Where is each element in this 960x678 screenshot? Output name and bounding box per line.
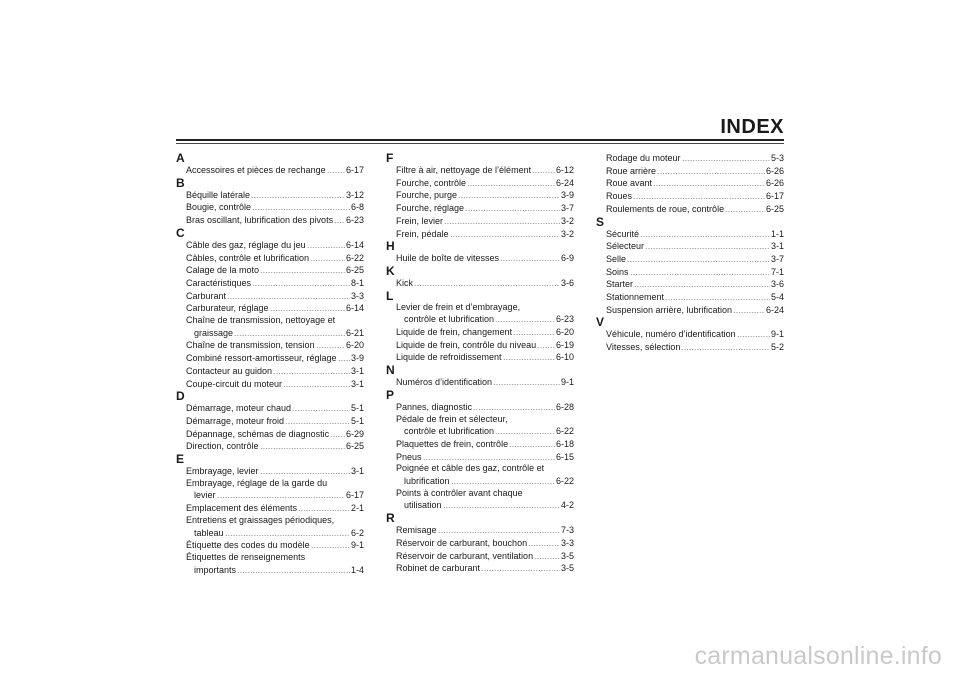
entry-text: Démarrage, moteur froid <box>186 415 285 426</box>
dot-leader <box>330 428 345 437</box>
dot-leader <box>252 201 350 210</box>
index-entry <box>596 291 784 304</box>
index-entry <box>386 438 574 451</box>
dot-leader <box>292 402 350 411</box>
dot-leader <box>534 550 560 559</box>
entry-text: lubrification <box>404 476 450 487</box>
entry-page: 6-24 <box>555 177 574 188</box>
entry-page: 6-17 <box>765 191 784 202</box>
dot-leader <box>645 240 770 249</box>
index-letter-heading: D <box>176 389 185 404</box>
entry-page: 5-3 <box>770 153 784 163</box>
dot-leader <box>451 475 555 484</box>
index-entry <box>386 326 574 339</box>
dot-leader <box>495 313 555 322</box>
dot-leader <box>528 537 560 546</box>
entry-page: 3-6 <box>560 277 574 288</box>
index-entry <box>176 552 364 564</box>
entry-text: Roulements de roue, contrôle <box>606 203 725 214</box>
index-entry <box>176 402 364 415</box>
entry-text: levier <box>194 490 216 501</box>
entry-page: 6-23 <box>555 314 574 325</box>
index-entry <box>176 302 364 315</box>
entry-page: 9-1 <box>350 540 364 551</box>
entry-text: Démarrage, moteur chaud <box>186 403 292 414</box>
entry-text: Réservoir de carburant, ventilation <box>396 550 534 561</box>
entry-page: 6-25 <box>765 203 784 214</box>
index-entry <box>176 515 364 527</box>
index-entry <box>386 252 574 265</box>
dot-leader <box>681 341 770 350</box>
index-entry <box>386 499 574 512</box>
index-entry <box>176 564 364 577</box>
dot-leader <box>450 228 560 237</box>
entry-page: 3-9 <box>350 353 364 364</box>
entry-page: 3-3 <box>350 290 364 301</box>
entry-page: 1-4 <box>350 564 364 575</box>
dot-leader <box>458 189 560 198</box>
dot-leader <box>653 177 765 186</box>
entry-text: Étiquettes de renseignements <box>186 551 306 562</box>
dot-leader <box>334 214 345 223</box>
entry-text: tableau <box>194 527 224 538</box>
entry-text: Liquide de frein, changement <box>396 327 513 338</box>
index-entry <box>176 428 364 441</box>
entry-text: Coupe-circuit du moteur <box>186 378 283 389</box>
index-entry <box>176 365 364 378</box>
entry-page: 5-1 <box>350 415 364 426</box>
dot-leader <box>273 365 350 374</box>
entry-text: Fourche, réglage <box>396 203 465 214</box>
index-entry <box>386 202 574 215</box>
entry-page: 3-3 <box>560 537 574 548</box>
index-entry <box>596 278 784 291</box>
index-entry <box>596 177 784 190</box>
entry-page: 6-17 <box>345 165 364 175</box>
dot-leader <box>634 278 770 287</box>
entry-text: Accessoires et pièces de rechange <box>186 165 326 175</box>
entry-page: 6-10 <box>555 352 574 363</box>
index-entry <box>386 313 574 326</box>
entry-page: 6-25 <box>345 441 364 452</box>
index-letter-heading: L <box>386 288 394 303</box>
dot-leader <box>225 527 350 536</box>
dot-leader <box>665 291 770 300</box>
index-entry <box>176 352 364 365</box>
index-entry <box>176 164 364 177</box>
entry-text: contrôle et lubrification <box>404 314 495 325</box>
entry-page: 6-2 <box>350 527 364 538</box>
index-entry <box>386 475 574 488</box>
index-letter-heading: S <box>596 214 605 229</box>
index-entry <box>176 339 364 352</box>
index-letter-heading: E <box>176 452 185 467</box>
entry-text: Liquide de frein, contrôle du niveau <box>396 339 537 350</box>
entry-text: Chaîne de transmission, tension <box>186 340 315 351</box>
entry-text: Pannes, diagnostic <box>396 401 473 412</box>
dot-leader <box>270 302 345 311</box>
dot-leader <box>495 425 555 434</box>
dot-leader <box>217 489 345 498</box>
dot-leader <box>285 415 350 424</box>
index-entry <box>596 328 784 341</box>
entry-page: 3-5 <box>560 550 574 561</box>
dot-leader <box>737 328 770 337</box>
dot-leader <box>657 165 765 174</box>
entry-page: 6-9 <box>560 253 574 264</box>
entry-text: Vitesses, sélection <box>606 342 681 353</box>
entry-text: Selle <box>606 253 627 264</box>
entry-page: 6-25 <box>345 265 364 276</box>
dot-leader <box>481 562 560 571</box>
entry-page: 3-9 <box>560 190 574 201</box>
dot-leader <box>509 438 555 447</box>
entry-text: Carburateur, réglage <box>186 303 269 314</box>
dot-leader <box>283 378 350 387</box>
entry-page: 9-1 <box>560 377 574 388</box>
entry-page: 6-8 <box>350 202 364 213</box>
index-entry <box>596 240 784 253</box>
index-letter-heading: H <box>386 239 395 254</box>
entry-page: 6-19 <box>555 339 574 350</box>
entry-page: 6-22 <box>555 476 574 487</box>
entry-text: Emplacement des éléments <box>186 503 298 514</box>
entry-page: 8-1 <box>350 277 364 288</box>
entry-text: contrôle et lubrification <box>404 426 495 437</box>
dot-leader <box>467 177 555 186</box>
entry-text: Combiné ressort-amortisseur, réglage <box>186 353 337 364</box>
entry-text: Suspension arrière, lubrification <box>606 304 733 315</box>
entry-text: Starter <box>606 279 634 290</box>
entry-page: 3-5 <box>560 563 574 574</box>
entry-page: 3-1 <box>350 365 364 376</box>
entry-text: Rodage du moteur <box>606 153 681 163</box>
index-letter-heading: F <box>386 151 394 165</box>
index-entry <box>596 190 784 203</box>
index-entry <box>386 401 574 414</box>
dot-leader <box>640 228 770 237</box>
dot-leader <box>423 451 555 460</box>
dot-leader <box>465 202 560 211</box>
index-entry <box>386 537 574 550</box>
index-entry <box>386 277 574 290</box>
entry-page: 6-22 <box>345 252 364 263</box>
index-entry <box>176 539 364 552</box>
entry-text: Contacteur au guidon <box>186 365 273 376</box>
entry-text: Huile de boîte de vitesses <box>396 253 500 264</box>
watermark: carmanualsonline.info <box>694 642 942 670</box>
entry-text: Levier de frein et d’embrayage, <box>396 301 521 312</box>
entry-page: 6-26 <box>765 178 784 189</box>
index-entry <box>386 550 574 563</box>
entry-page: 6-12 <box>555 165 574 175</box>
entry-text: Caractéristiques <box>186 277 252 288</box>
entry-page: 6-20 <box>345 340 364 351</box>
entry-text: Roue avant <box>606 178 653 189</box>
dot-leader <box>414 277 560 286</box>
index-entry <box>386 177 574 190</box>
dot-leader <box>633 190 765 199</box>
dot-leader <box>682 152 770 161</box>
entry-text: Kick <box>396 277 414 288</box>
index-entry <box>386 164 574 177</box>
index-entry <box>386 524 574 537</box>
index-letter-heading: A <box>176 151 185 165</box>
index-entry <box>386 376 574 389</box>
entry-page: 3-7 <box>560 203 574 214</box>
dot-leader <box>260 440 345 449</box>
dot-leader <box>311 539 350 548</box>
index-entry <box>176 252 364 265</box>
entry-text: Frein, pédale <box>396 228 449 239</box>
index-entry <box>176 327 364 340</box>
dot-leader <box>338 352 350 361</box>
entry-text: Remisage <box>396 525 437 536</box>
entry-page: 7-3 <box>560 525 574 536</box>
dot-leader <box>316 339 345 348</box>
entry-text: Bras oscillant, lubrification des pivots <box>186 215 334 226</box>
entry-text: Pédale de frein et sélecteur, <box>396 413 508 424</box>
index-entry <box>176 527 364 540</box>
entry-text: Plaquettes de frein, contrôle <box>396 438 509 449</box>
dot-leader <box>532 164 555 173</box>
dot-leader <box>513 326 555 335</box>
dot-leader <box>234 327 345 336</box>
entry-text: Stationnement <box>606 292 665 303</box>
index-entry <box>596 152 784 165</box>
entry-text: Points à contrôler avant chaque <box>396 487 523 498</box>
entry-text: Bougie, contrôle <box>186 202 252 213</box>
entry-page: 6-28 <box>555 401 574 412</box>
entry-text: Dépannage, schémas de diagnostic <box>186 428 330 439</box>
entry-text: Chaîne de transmission, nettoyage et <box>186 315 336 326</box>
entry-text: Numéros d’identification <box>396 377 493 388</box>
entry-text: Robinet de carburant <box>396 563 481 574</box>
index-entry <box>596 203 784 216</box>
index-entry <box>176 502 364 515</box>
entry-page: 3-12 <box>345 189 364 200</box>
dot-leader <box>493 376 560 385</box>
dot-leader <box>298 502 350 511</box>
entry-text: Liquide de refroidissement <box>396 352 502 363</box>
entry-text: Étiquette des codes du modèle <box>186 540 310 551</box>
entry-text: Fourche, purge <box>396 190 458 201</box>
entry-page: 7-1 <box>770 266 784 277</box>
entry-page: 5-1 <box>350 403 364 414</box>
index-entry <box>596 266 784 279</box>
index-entry <box>596 304 784 317</box>
entry-text: Sélecteur <box>606 241 645 252</box>
index-entry <box>596 253 784 266</box>
index-letter-heading: V <box>596 315 605 330</box>
index-entry <box>386 562 574 575</box>
entry-page: 6-26 <box>765 165 784 176</box>
dot-leader <box>443 499 560 508</box>
entry-page: 3-2 <box>560 215 574 226</box>
index-entry <box>176 489 364 502</box>
entry-page: 3-6 <box>770 279 784 290</box>
entry-text: Pneus <box>396 451 422 462</box>
index-column-2 <box>386 152 574 575</box>
index-column-1 <box>176 152 364 576</box>
entry-page: 6-20 <box>555 327 574 338</box>
dot-leader <box>310 252 345 261</box>
dot-leader <box>260 465 350 474</box>
index-entry <box>386 215 574 228</box>
entry-text: Câbles, contrôle et lubrification <box>186 252 310 263</box>
index-entry <box>386 228 574 241</box>
dot-leader <box>627 253 770 262</box>
entry-text: graissage <box>194 327 234 338</box>
entry-page: 6-24 <box>765 304 784 315</box>
dot-leader <box>444 215 560 224</box>
entry-text: Filtre à air, nettoyage de l’élément <box>396 165 532 175</box>
dot-leader <box>733 304 765 313</box>
index-letter-heading: R <box>386 511 395 526</box>
dot-leader <box>237 564 350 573</box>
dot-leader <box>725 203 765 212</box>
entry-text: Embrayage, réglage de la garde du <box>186 477 328 488</box>
dot-leader <box>537 339 555 348</box>
index-entry <box>386 351 574 364</box>
index-letter-heading: K <box>386 263 395 278</box>
entry-text: Roue arrière <box>606 165 657 176</box>
index-entry <box>176 440 364 453</box>
entry-page: 3-1 <box>350 378 364 389</box>
index-entry <box>596 341 784 354</box>
dot-leader <box>327 164 345 173</box>
entry-text: Réservoir de carburant, bouchon <box>396 537 528 548</box>
index-entry <box>386 302 574 314</box>
entry-page: 2-1 <box>350 503 364 514</box>
dot-leader <box>227 290 350 299</box>
entry-page: 9-1 <box>770 329 784 340</box>
entry-text: Calage de la moto <box>186 265 260 276</box>
dot-leader <box>252 277 350 286</box>
index-entry <box>596 228 784 241</box>
index-entry <box>386 451 574 464</box>
entry-page: 5-2 <box>770 342 784 353</box>
index-entry <box>176 239 364 252</box>
index-entry <box>176 214 364 227</box>
dot-leader <box>630 266 770 275</box>
entry-page: 4-2 <box>560 500 574 511</box>
entry-page: 6-17 <box>345 490 364 501</box>
index-entry <box>176 415 364 428</box>
index-letter-heading: C <box>176 225 185 240</box>
entry-text: utilisation <box>404 500 442 511</box>
entry-page: 3-1 <box>770 241 784 252</box>
index-letter-heading: B <box>176 175 185 190</box>
index-entry <box>176 478 364 490</box>
index-entry <box>176 201 364 214</box>
index-entry <box>596 165 784 178</box>
entry-page: 3-1 <box>350 466 364 477</box>
index-entry <box>176 264 364 277</box>
page-title: INDEX <box>720 116 784 138</box>
entry-text: Véhicule, numéro d’identification <box>606 329 736 340</box>
entry-page: 6-21 <box>345 327 364 338</box>
index-entry <box>386 189 574 202</box>
entry-page: 3-7 <box>770 253 784 264</box>
index-entry <box>386 463 574 475</box>
entry-text: Fourche, contrôle <box>396 177 467 188</box>
entry-text: Carburant <box>186 290 227 301</box>
entry-text: Direction, contrôle <box>186 441 259 452</box>
index-entry <box>386 425 574 438</box>
entry-text: importants <box>194 564 237 575</box>
entry-page: 6-22 <box>555 426 574 437</box>
entry-text: Frein, levier <box>396 215 444 226</box>
entry-page: 1-1 <box>770 228 784 239</box>
entry-page: 6-18 <box>555 438 574 449</box>
index-entry <box>176 189 364 202</box>
dot-leader <box>251 189 345 198</box>
entry-page: 6-29 <box>345 428 364 439</box>
entry-text: Poignée et câble des gaz, contrôle et <box>396 463 545 474</box>
dot-leader <box>260 264 345 273</box>
entry-text: Soins <box>606 266 629 277</box>
entry-page: 3-2 <box>560 228 574 239</box>
header-rule-thick <box>176 139 784 141</box>
entry-page: 6-15 <box>555 451 574 462</box>
entry-page: 6-23 <box>345 215 364 226</box>
entry-text: Béquille latérale <box>186 189 251 200</box>
index-entry <box>386 414 574 426</box>
entry-text: Sécurité <box>606 228 640 239</box>
dot-leader <box>500 252 560 261</box>
index-entry <box>386 339 574 352</box>
dot-leader <box>438 524 560 533</box>
index-letter-heading: N <box>386 363 395 378</box>
entry-text: Câble des gaz, réglage du jeu <box>186 239 306 250</box>
entry-text: Roues <box>606 191 633 202</box>
index-entry <box>176 315 364 327</box>
dot-leader <box>473 401 555 410</box>
index-entry <box>386 488 574 500</box>
dot-leader <box>307 239 345 248</box>
dot-leader <box>503 351 555 360</box>
index-column-3 <box>596 152 784 354</box>
index-entry <box>176 378 364 391</box>
entry-text: Entretiens et graissages périodiques, <box>186 514 335 525</box>
index-letter-heading: P <box>386 387 395 402</box>
index-entry <box>176 290 364 303</box>
header-rule-thin <box>176 143 784 144</box>
entry-page: 5-4 <box>770 292 784 303</box>
entry-text: Embrayage, levier <box>186 466 259 477</box>
entry-page: 6-14 <box>345 239 364 250</box>
index-entry <box>176 277 364 290</box>
entry-page: 6-14 <box>345 303 364 314</box>
index-entry <box>176 465 364 478</box>
